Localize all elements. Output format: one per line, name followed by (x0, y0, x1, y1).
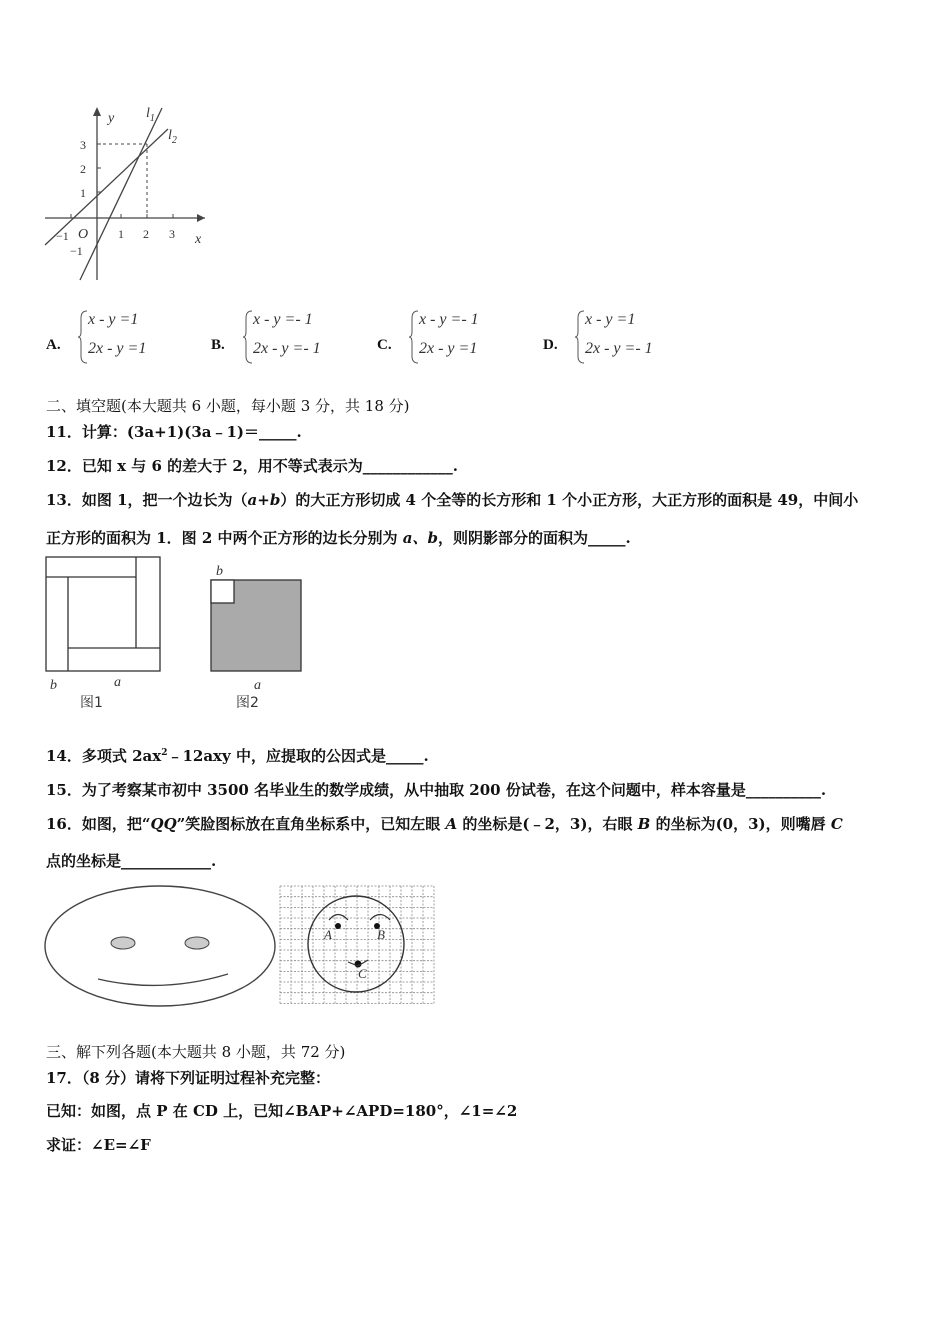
x-tick-1: 1 (118, 227, 124, 241)
fig2-label-b: b (216, 564, 223, 579)
fig1-caption: 图1 (80, 695, 103, 711)
option-letter: C. (377, 337, 392, 353)
question-11: 11．计算：(3a+1)(3a﹣1)＝_____. (46, 423, 302, 441)
y-axis-arrow (93, 107, 101, 116)
fig2-label-a: a (254, 678, 261, 693)
line-l1-label: $l_1$ (146, 106, 155, 124)
question-13-line-2: 正方形的面积为 1．图 2 中两个正方形的边长分别为 a、b，则阴影部分的面积为_____. (46, 529, 631, 547)
point-a (335, 923, 341, 929)
line-l1 (80, 108, 162, 280)
question-13-line-1: 13．如图 1，把一个边长为（a+b）的大正方形切成 4 个全等的长方形和 1 个小正方形，大正方形的面积是 49，中间小 (46, 491, 859, 509)
equation-1: x - y =- 1 (419, 311, 479, 328)
label-a: A (324, 927, 332, 942)
question-16-line-1: 16．如图，把“QQ”笑脸图标放在直角坐标系中，已知左眼 A 的坐标是(﹣2，3)，右眼 B 的坐标为(0，3)，则嘴唇 C (46, 815, 843, 833)
y-tick-neg1: −1 (70, 244, 83, 258)
mouth (98, 974, 228, 985)
grid-figure (280, 886, 434, 1004)
left-brace-icon (575, 310, 585, 364)
left-brace-icon (243, 310, 253, 364)
x-axis-arrow (197, 214, 205, 222)
left-brace-icon (409, 310, 419, 364)
option-letter: A. (46, 337, 61, 353)
section-3-heading: 三、解下列各题(本大题共 8 小题，共 72 分) (46, 1043, 346, 1061)
axis-x-label: x (195, 232, 202, 247)
question-15: 15．为了考察某市初中 3500 名毕业生的数学成绩，从中抽取 200 份试卷，在这个问题中，样本容量是__________. (46, 781, 827, 799)
equation-1: x - y =1 (585, 311, 636, 328)
equation-2: 2x - y =- 1 (585, 340, 653, 357)
smiley-ellipse (45, 886, 275, 1006)
y-tick-2: 2 (80, 162, 86, 176)
smiley-figures (40, 882, 440, 1008)
fig1-label-a: a (114, 675, 121, 690)
x-tick-neg1: −1 (56, 229, 69, 243)
figure-1 (46, 557, 160, 671)
question-12: 12．已知 x 与 6 的差大于 2，用不等式表示为____________. (46, 457, 459, 475)
equation-1: x - y =1 (88, 311, 139, 328)
question-17-given: 已知：如图，点 P 在 CD 上，已知∠BAP+∠APD=180°，∠1=∠2 (46, 1102, 518, 1120)
label-c: C (358, 966, 367, 981)
option-a[interactable] (46, 308, 196, 368)
option-letter: B. (211, 337, 225, 353)
y-tick-1: 1 (80, 186, 86, 200)
axis-y-label: y (108, 111, 115, 126)
square-figures (40, 552, 320, 714)
question-17-prove: 求证：∠E=∠F (46, 1136, 151, 1154)
x-tick-2: 2 (143, 227, 149, 241)
line-graph-figure (40, 95, 220, 290)
left-brace-icon (78, 310, 88, 364)
option-c[interactable] (377, 308, 527, 368)
section-2-heading: 二、填空题(本大题共 6 小题，每小题 3 分，共 18 分) (46, 397, 410, 415)
label-b: B (377, 927, 385, 942)
question-14: 14．多项式 $2ax^2﹣12axy$ 中，应提取的公因式是_____. (46, 747, 429, 765)
option-b[interactable] (211, 308, 361, 368)
line-l2-label: $l_2$ (168, 128, 177, 146)
x-tick-3: 3 (169, 227, 175, 241)
equation-2: 2x - y =- 1 (253, 340, 321, 357)
option-letter: D. (543, 337, 558, 353)
option-d[interactable] (543, 308, 693, 368)
figure-2 (211, 580, 301, 671)
origin-label: O (78, 227, 89, 242)
line-l2 (45, 129, 168, 245)
left-eye (111, 937, 135, 949)
question-16-line-2: 点的坐标是____________. (46, 852, 217, 870)
equation-1: x - y =- 1 (253, 311, 313, 328)
y-tick-3: 3 (80, 138, 86, 152)
question-17-title: 17．（8 分）请将下列证明过程补充完整： (46, 1069, 331, 1087)
equation-2: 2x - y =1 (419, 340, 478, 357)
equation-2: 2x - y =1 (88, 340, 147, 357)
fig2-caption: 图2 (236, 695, 259, 711)
fig1-label-b: b (50, 678, 57, 693)
right-eye (185, 937, 209, 949)
